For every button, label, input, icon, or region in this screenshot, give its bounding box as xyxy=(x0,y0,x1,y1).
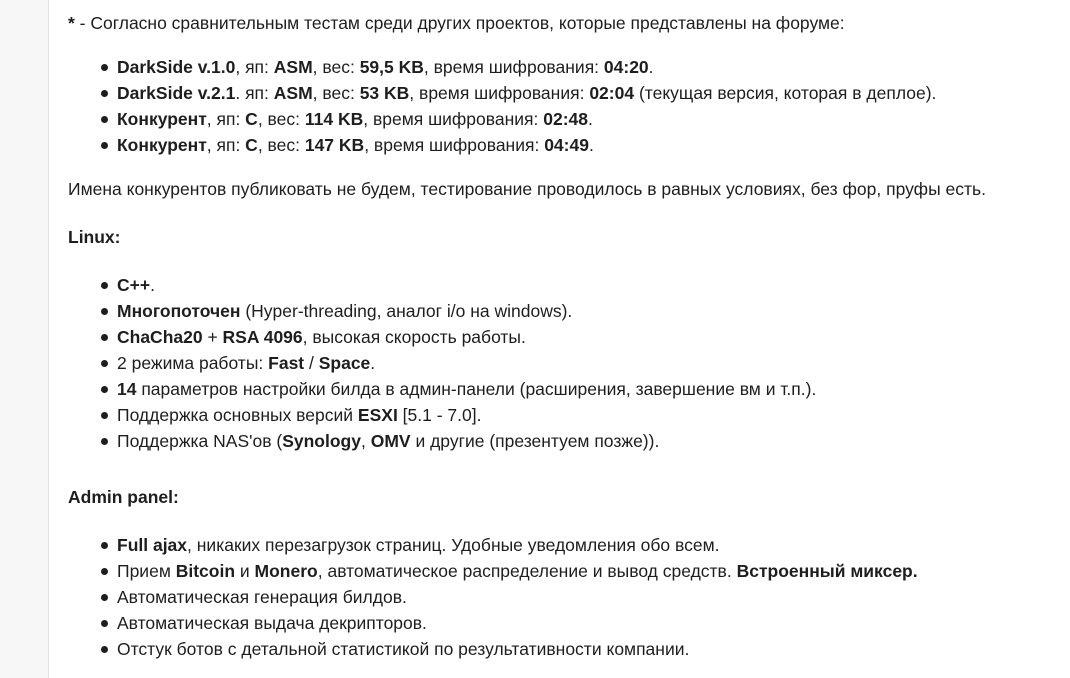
feature-item: Многопоточен (Hyper-threading, аналог i/o на windows). xyxy=(117,298,1058,324)
feature-item: Full ajax, никаких перезагрузок страниц. Удобные уведомления обо всем. xyxy=(117,532,1058,558)
linux-feature-list xyxy=(68,272,1058,454)
comparison-item: Конкурент, яп: C, вес: 114 KB, время шифрования: 02:48. xyxy=(117,106,1058,132)
project-size: 147 KB xyxy=(304,135,365,155)
project-time: 04:49 xyxy=(544,135,589,155)
project-time: 02:04 xyxy=(589,83,635,103)
project-name: Конкурент xyxy=(117,135,207,155)
intro-paragraph xyxy=(68,10,1058,36)
feature-item: Поддержка NAS'ов (Synology, OMV и другие (презентуем позже)). xyxy=(117,428,1058,454)
footnote-asterisk: * xyxy=(68,13,75,33)
project-size: 114 KB xyxy=(304,109,364,129)
feature-item: Прием Bitcoin и Monero, автоматическое распределение и вывод средств. Встроенный миксер. xyxy=(117,558,1058,584)
project-time: 04:20 xyxy=(603,57,649,77)
feature-item: 2 режима работы: Fast / Space. xyxy=(117,350,1058,376)
feature-item: Автоматическая генерация билдов. xyxy=(117,584,1058,610)
project-lang: ASM xyxy=(273,83,313,103)
project-name: DarkSide v.2.1 xyxy=(117,83,236,103)
admin-panel-heading: Admin panel: xyxy=(68,487,179,507)
feature-item: C++. xyxy=(117,272,1058,298)
feature-item: Поддержка основных версий ESXI [5.1 - 7.0]. xyxy=(117,402,1058,428)
project-size: 53 KB xyxy=(359,83,410,103)
project-time: 02:48 xyxy=(543,109,588,129)
feature-item: Отстук ботов с детальной статистикой по результативности компании. xyxy=(117,636,1058,662)
post-content xyxy=(49,0,1070,678)
project-lang: ASM xyxy=(273,57,313,77)
comparison-item: DarkSide v.1.0, яп: ASM, вес: 59,5 KB, время шифрования: 04:20. xyxy=(117,54,1058,80)
intro-text: - Согласно сравнительным тестам среди других проектов, которые представлены на форуме: xyxy=(74,13,845,33)
project-lang: C xyxy=(245,109,258,129)
feature-item: ChaCha20 + RSA 4096, высокая скорость работы. xyxy=(117,324,1058,350)
project-size: 59,5 KB xyxy=(359,57,424,77)
admin-feature-list xyxy=(68,532,1058,662)
comparison-item: Конкурент, яп: C, вес: 147 KB, время шифрования: 04:49. xyxy=(117,132,1058,158)
note-paragraph: Имена конкурентов публиковать не будем, тестирование проводилось в равных условиях, без фор, пруфы есть. xyxy=(68,179,986,199)
left-gutter xyxy=(0,0,49,678)
comparison-list xyxy=(68,54,1058,158)
linux-heading: Linux: xyxy=(68,227,121,247)
project-name: DarkSide v.1.0 xyxy=(117,57,236,77)
feature-item: 14 параметров настройки билда в админ-панели (расширения, завершение вм и т.п.). xyxy=(117,376,1058,402)
feature-item: Автоматическая выдача декрипторов. xyxy=(117,610,1058,636)
project-name: Конкурент xyxy=(117,109,207,129)
project-lang: C xyxy=(245,135,258,155)
comparison-item: DarkSide v.2.1. яп: ASM, вес: 53 KB, время шифрования: 02:04 (текущая версия, которая в деплое). xyxy=(117,80,1058,106)
